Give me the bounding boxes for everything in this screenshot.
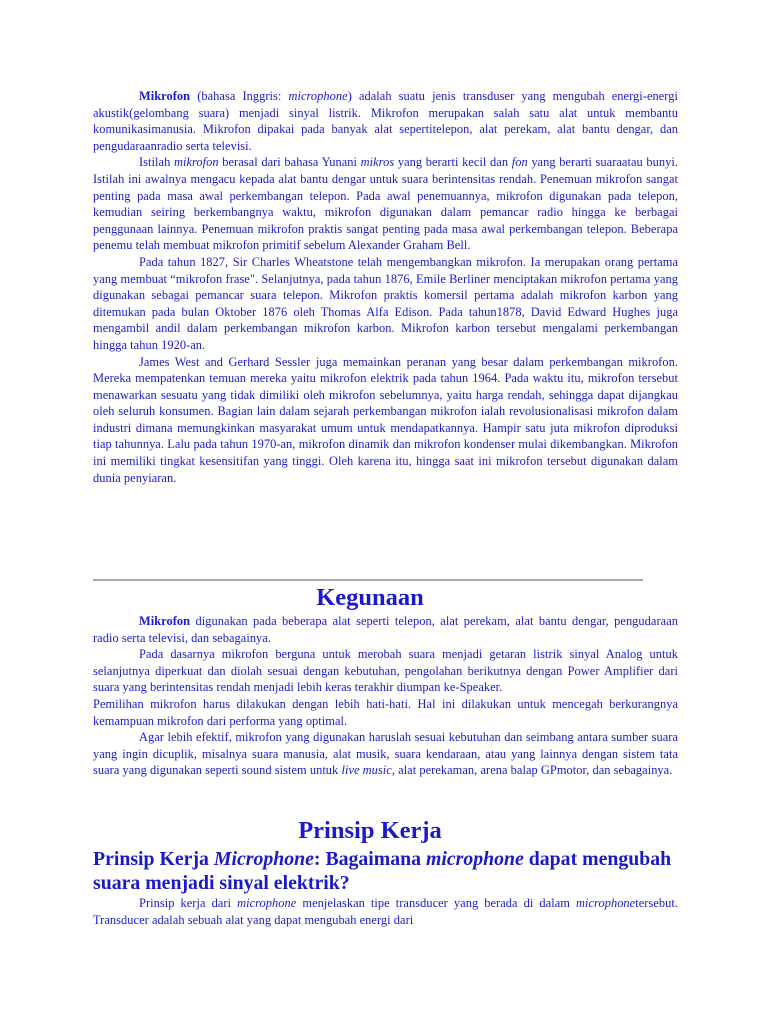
kegunaan-paragraph-1: Mikrofon digunakan pada beberapa alat seperti telepon, alat perekam, alat bantu dengar, pengudaraan radio serta televisi, dan sebagainya. [93,614,678,645]
section-divider [93,579,643,581]
kegunaan-section [93,613,678,779]
intro-paragraph-4: James West and Gerhard Sessler juga memainkan peranan yang besar dalam perkembangan mikrofon. Mereka mempatenkan temuan mereka yaitu mikrofon elektrik pada tahun 1964. Pada waktu itu, mikrofon tersebut menawarkan sesuatu yang tidak dimiliki oleh mikrofon sebelumnya, yaitu harga rendah, sehingga dapat dijangkau oleh seluruh konsumen. Bagian lain dalam sejarah perkembangan mikrofon ialah revolusionalisasi mikrofon dalam industri dimana memungkinkan masyarakat umum untuk mendapatkannya. Hampir satu juta mikrofon diproduksi tiap tahunnya. Lalu pada tahun 1970-an, mikrofon dinamik dan mikrofon kondenser mulai dikembangkan. Mikrofon ini memiliki tingkat kesensitifan yang tinggi. Oleh karena itu, hingga saat ini mikrofon tersebut digunakan dalam dunia penyiaran. [93,354,678,485]
intro-paragraph-1: Mikrofon (bahasa Inggris: microphone) adalah suatu jenis transduser yang mengubah energi-energi akustik(gelombang suara) menjadi sinyal listrik. Mikrofon merupakan salah satu alat untuk membantu komunikasimanusia. Mikrofon dipakai pada banyak alat sepertitelepon, alat perekam, alat bantu dengar, dan pengudaraanradio serta televisi. [93,89,678,153]
prinsip-paragraph-1: Prinsip kerja dari microphone menjelaskan tipe transducer yang berada di dalam microphonetersebut. Transducer adalah sebuah alat yang dapat mengubah energi dari [93,896,679,927]
subheading-prinsip-kerja-microphone: Prinsip Kerja Microphone: Bagaimana microphone dapat mengubah suara menjadi sinyal elektrik? [93,848,672,894]
kegunaan-paragraph-3: Pemilihan mikrofon harus dilakukan dengan lebih hati-hati. Hal ini dilakukan untuk mencegah berkurangnya kemampuan mikrofon dari performa yang optimal. [93,696,678,728]
term-mikrofon: Mikrofon [139,89,191,103]
heading-prinsip-kerja: Prinsip Kerja [298,817,442,844]
prinsip-section [93,895,678,928]
heading-kegunaan: Kegunaan [316,584,424,611]
kegunaan-paragraph-4: Agar lebih efektif, mikrofon yang digunakan haruslah sesuai kebutuhan dan seimbang antara sumber suara yang ingin dicuplik, misalnya suara manusia, alat musik, suara kendaraan, atau yang lainnya dengan sistem tata suara yang digunakan seperti sound sistem untuk live music, alat perekaman, arena balap GPmotor, dan sebagainya. [93,730,678,778]
intro-paragraph-2: Istilah mikrofon berasal dari bahasa Yunani mikros yang berarti kecil dan fon yang berarti suaraatau bunyi. Istilah ini awalnya mengacu kepada alat bantu dengar untuk suara berintensitas rendah. Penemuan mikrofon sangat penting pada masa awal perkembangan telepon. Pada awal penemuannya, mikrofon digunakan pada telepon, kemudian seiring berkembangnya waktu, mikrofon digunakan dalam pemancar radio hingga ke berbagai penggunaan lainnya. Penemuan mikrofon praktis sangat penting pada masa awal perkembangan telepon. Beberapa penemu telah membuat mikrofon primitif sebelum Alexander Graham Bell. [93,155,679,253]
intro-section [93,88,678,486]
kegunaan-paragraph-2: Pada dasarnya mikrofon berguna untuk merobah suara menjadi getaran listrik sinyal Analog untuk selanjutnya diperkuat dan diolah sesuai dengan kebutuhan, pengolahan berikutnya dengan Power Amplifier dari suara yang berintensitas rendah menjadi lebih keras terakhir diumpan ke-Speaker. [93,647,678,695]
intro-paragraph-3: Pada tahun 1827, Sir Charles Wheatstone telah mengembangkan mikrofon. Ia merupakan orang pertama yang membuat “mikrofon frase". Selanjutnya, pada tahun 1876, Emile Berliner menciptakan mikrofon pertama yang digunakan sebagai pemancar suara telepon. Mikrofon praktis komersil pertama adalah mikrofon karbon yang ditemukan pada bulan Oktober 1876 oleh Thomas Alfa Edison. Pada tahun1878, David Edward Hughes juga mengambil andil dalam perkembangan mikrofon karbon. Mikrofon karbon tersebut mengalami perkembangan hingga tahun 1920-an. [93,254,678,352]
